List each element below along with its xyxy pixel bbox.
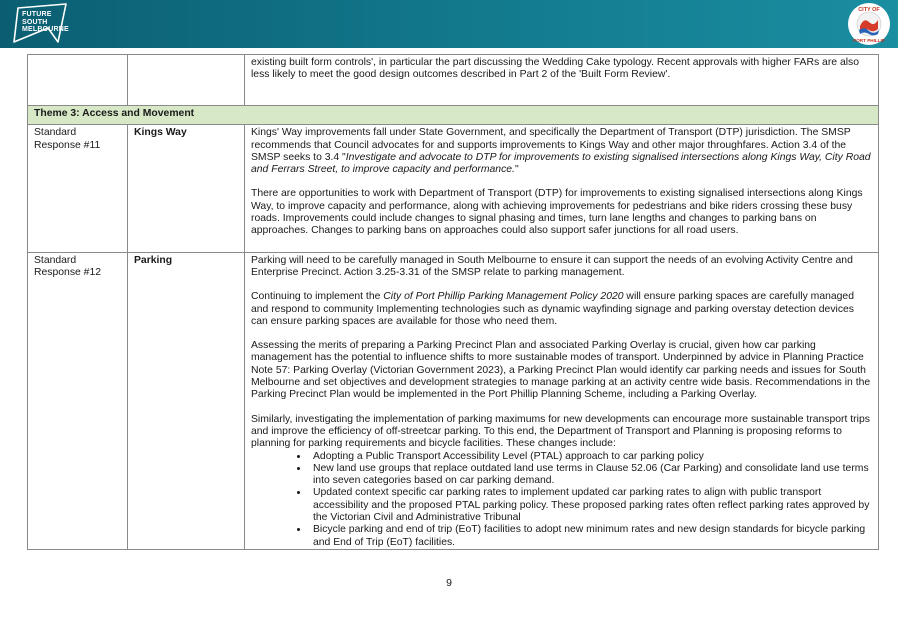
text-cell [245, 252, 879, 549]
text-span: " [514, 164, 519, 176]
logo-right-bottom-text: PORT PHILLIP [853, 38, 885, 43]
list-item: • New land use groups that replace outdated land use terms in Clause 52.06 (Car Parking) and consolidate land use terms into seven categories based on car parking demand. [309, 463, 872, 488]
paragraph [251, 291, 872, 328]
table-row [28, 55, 879, 106]
paragraph: Parking will need to be carefully managed in South Melbourne to ensure it can support the needs of an evolving Activity Centre and Enterprise Precinct. Action 3.25-3.31 of the SMSP relate to parking management. [251, 254, 853, 278]
text-span: Continuing to implement the [251, 291, 384, 303]
list-item: • Updated context specific car parking rates to implement updated car parking rates to align with public transport accessibility and the proposed PTAL parking policy. These proposed parking rates often reflect parking rates approved by the Victorian Civil and Administrative Tribunal [309, 487, 872, 524]
response-cell: Standard Response #12 [28, 252, 128, 549]
text-span: will ensure parking spaces are carefully managed and respond to community Implementing technologies such as dynamic wayfinding signage and parking overstay detection devices can ensure parking spaces are available for those who need them. [251, 291, 855, 327]
header-bar [0, 0, 898, 48]
list-item: • Adopting a Public Transport Accessibility Level (PTAL) approach to car parking policy [309, 451, 872, 463]
theme-row [28, 106, 879, 125]
response-cell [28, 55, 128, 106]
logo-right-top-text: CITY OF [858, 7, 880, 13]
paragraph [251, 127, 872, 176]
logo-line: MELBOURNE [22, 26, 69, 33]
page-number: 9 [446, 577, 452, 589]
italic-policy-title: City of Port Phillip Parking Management Policy 2020 [383, 291, 624, 303]
bullet-list [251, 451, 872, 549]
text-cell [245, 55, 879, 106]
paragraph: There are opportunities to work with Department of Transport (DTP) for improvements to existing signalised intersections along Kings Way, to improve capacity and performance, along with achieving improvements for pedestrians and bike riders crossing these busy roads. Improvements could include changes to signal phasing and times, turn lane lengths and changes to parking bans on approaches. Changes to parking bans on approaches could also support safer junctions for all road users. [251, 188, 863, 237]
response-cell: Standard Response #11 [28, 125, 128, 252]
text-cell [245, 125, 879, 252]
theme-heading: Theme 3: Access and Movement [28, 106, 879, 125]
paragraph: Assessing the merits of preparing a Parking Precinct Plan and associated Parking Overlay is crucial, given how car parking management has the potential to influence shifts to more sustainable modes of transport. Underpinned by advice in Planning Practice Note 57: Parking Overlay (Victorian Government 2023), a Parking Precinct Plan would identify car parking needs and issues for South Melbourne and set objectives and development strategies to manage parking at an activity centre wide basis. Recommendations in the Parking Precinct Plan would be implemented in the Port Phillip Planning Scheme, including a Parking Overlay. [251, 340, 871, 401]
topic-cell: Kings Way [128, 125, 245, 252]
continuation-paragraph: existing built form controls', in particular the part discussing the Wedding Cake typology. Recent approvals with higher FARs are also less likely to meet the good design outcomes described in Part 2 of the 'Built Form Review'. [251, 57, 860, 81]
topic-cell: Parking [128, 252, 245, 549]
city-of-port-phillip-logo-icon [847, 2, 891, 46]
topic-cell [128, 55, 245, 106]
table-row [28, 125, 879, 252]
italic-quote: Investigate and advocate to DTP for improvements to existing signalised intersections along Kings Way, City Road and Ferrars Street, to improve capacity and performance. [251, 151, 871, 176]
list-item: • Bicycle parking and end of trip (EoT) facilities to adopt new minimum rates and new design standards for bicycle parking and End of Trip (EoT) facilities. [309, 524, 872, 549]
logo-line: SOUTH [22, 18, 48, 26]
text-span: Kings' Way improvements fall under State Government, and specifically the Department of Transport (DTP) jurisdiction. The SMSP recommends that Council advocates for and supports improvements to Kings Way and other major throughfares. Action 3.4 of the SMSP seeks to 3.4 " [251, 127, 851, 163]
logo-left-text [22, 11, 69, 34]
paragraph: Similarly, investigating the implementation of parking maximums for new developments can encourage more sustainable transport trips and improve the efficiency of off-streetcar parking. To this end, the Department of Transport and Planning is proposing reforms to planning for parking requirements and bicycle facilities. These changes include: [251, 413, 870, 450]
response-table [27, 54, 879, 550]
table-row [28, 252, 879, 549]
logo-line: FUTURE [22, 11, 52, 18]
